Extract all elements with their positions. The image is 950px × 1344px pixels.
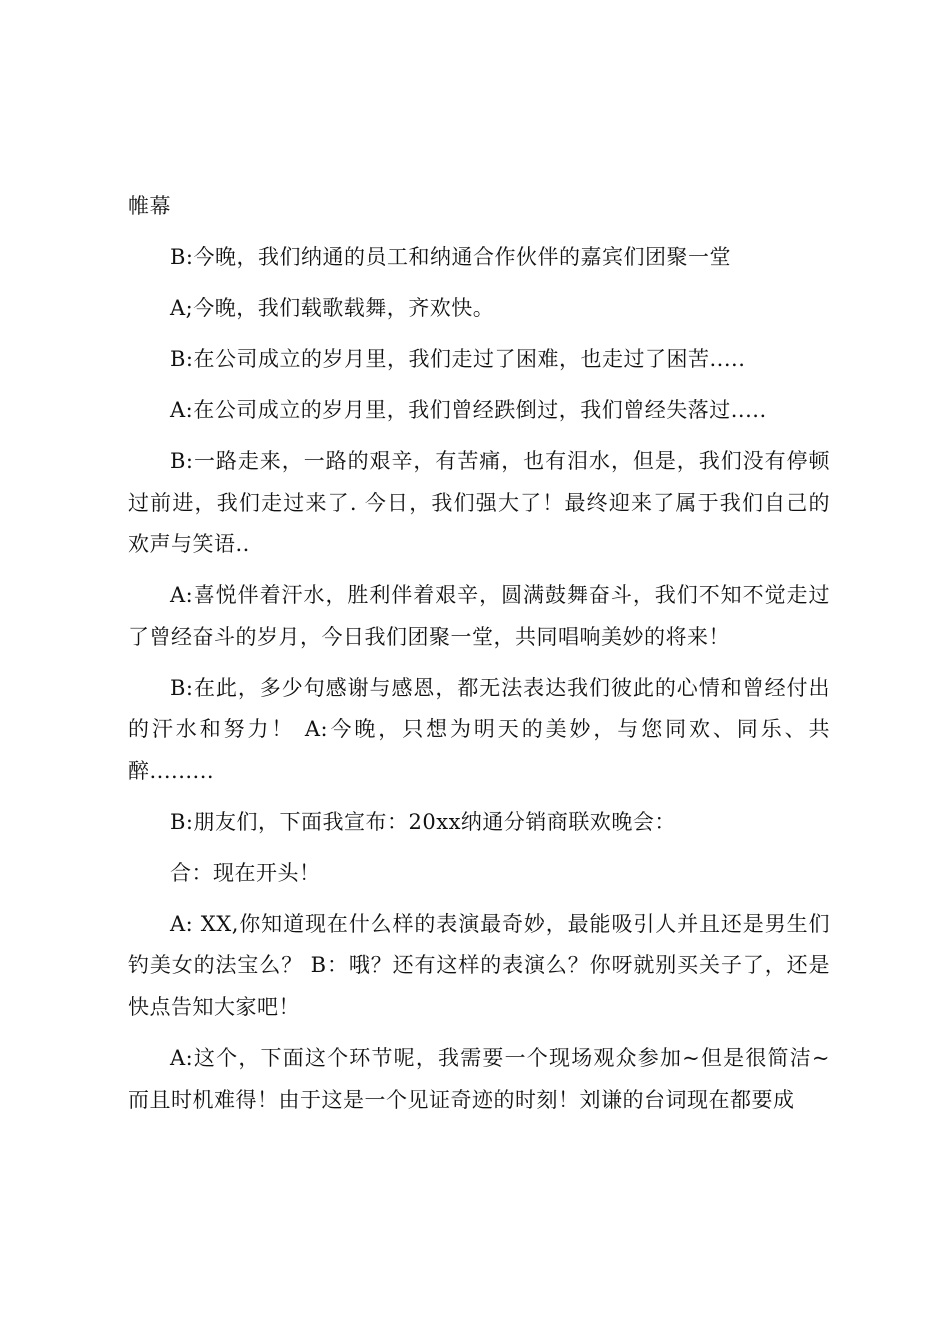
paragraph: A:这个，下面这个环节呢，我需要一个现场观众参加~但是很简洁~而且时机难得！由于这是一个见证奇迹的时刻！刘谦的台词现在都要成 [128, 1045, 830, 1112]
paragraph-heading: 帷幕 [128, 194, 171, 218]
paragraph: B:朋友们，下面我宣布：20xx纳通分销商联欢晚会： [170, 809, 676, 834]
paragraph: B:一路走来，一路的艰辛，有苦痛，也有泪水，但是，我们没有停顿过前进，我们走过来了. 今日，我们强大了！最终迎来了属于我们自己的欢声与笑语.. [128, 448, 830, 557]
paragraph: A:喜悦伴着汗水，胜利伴着艰辛，圆满鼓舞奋斗，我们不知不觉走过了曾经奋斗的岁月，今日我们团聚一堂，共同唱响美妙的将来！ [128, 583, 830, 649]
paragraph: A: XX,你知道现在什么样的表演最奇妙，最能吸引人并且还是男生们钓美女的法宝么？ B：哦？还有这样的表演么？你呀就别买关子了，还是快点告知大家吧！ [128, 911, 830, 1019]
paragraph: B:在此，多少句感谢与感恩，都无法表达我们彼此的心情和曾经付出的汗水和努力！ A:今晚，只想为明天的美妙，与您同欢、同乐、共醉......... [128, 675, 830, 783]
paragraph: B:今晚，我们纳通的员工和纳通合作伙伴的嘉宾们团聚一堂 [170, 244, 732, 269]
paragraph: 合：现在开头！ [170, 860, 321, 885]
paragraph: B:在公司成立的岁月里，我们走过了困难，也走过了困苦..... [170, 346, 746, 371]
paragraph: A;今晚，我们载歌载舞，齐欢快。 [170, 295, 495, 320]
document-body [128, 186, 830, 1131]
paragraph: A:在公司成立的岁月里，我们曾经跌倒过，我们曾经失落过..... [170, 397, 767, 422]
